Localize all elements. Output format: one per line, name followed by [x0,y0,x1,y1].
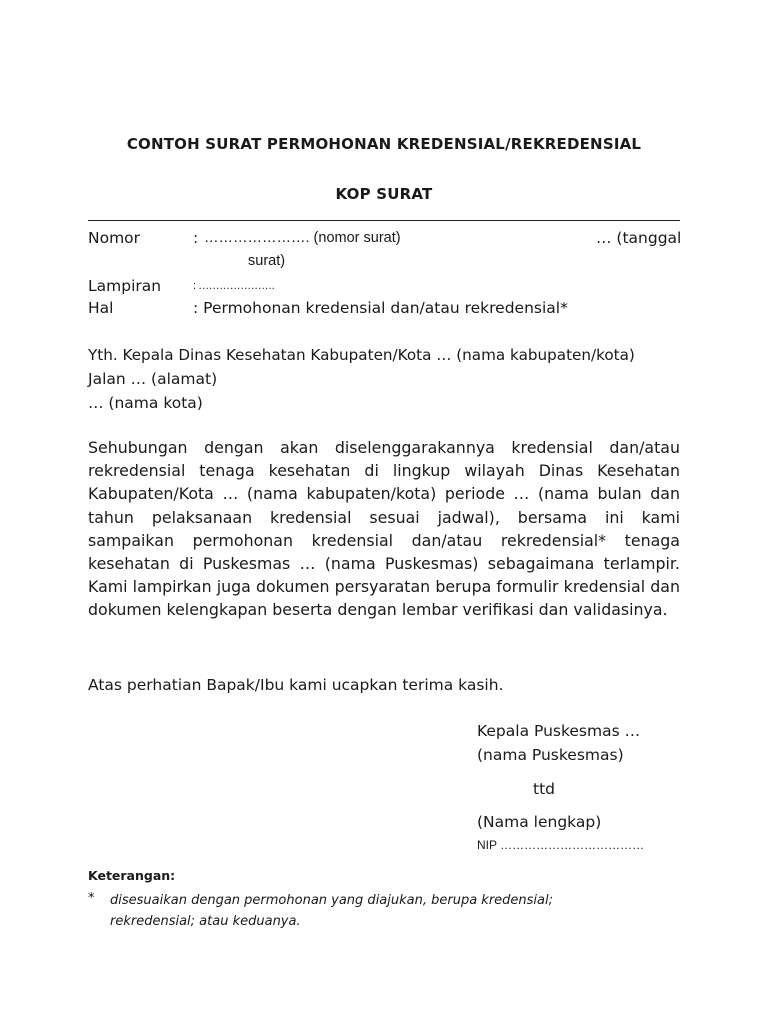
signature-ttd: ttd [533,780,555,798]
nomor-colon: : [193,229,199,247]
note-text: disesuaikan dengan permohonan yang diajukan, berupa kredensial; rekredensial; atau keduanya. [110,893,554,929]
signature-name: (Nama lengkap) [477,813,602,831]
hal-label: Hal [88,299,114,317]
note-heading: Keterangan: [88,868,176,883]
signature-title: Kepala Puskesmas … [477,722,641,740]
kop-surat-heading: KOP SURAT [335,185,433,203]
recipient-line-2: Jalan … (alamat) [88,370,218,388]
signature-puskesmas: (nama Puskesmas) [477,746,624,764]
tanggal-label-cont: surat) [248,253,286,269]
signature-nip: NIP ……………………………… [477,838,645,852]
lampiran-value: : …………………. [193,280,275,292]
closing-sentence: Atas perhatian Bapak/Ibu kami ucapkan terima kasih. [88,676,504,694]
recipient-line-3: … (nama kota) [88,394,203,412]
document-title: CONTOH SURAT PERMOHONAN KREDENSIAL/REKREDENSIAL [126,135,642,153]
hal-value: : Permohonan kredensial dan/atau rekredensial* [193,299,568,317]
nomor-value: …………………. (nomor surat) [204,230,401,246]
body-paragraph: Sehubungan dengan akan diselenggarakannya kredensial dan/atau rekredensial tenaga kesehatan di lingkup wilayah Dinas Kesehatan Kabupaten/Kota … (nama kabupaten/kota) periode … (nama bulan dan tahun pelaksanaan kredensial sesuai jadwal), bersama ini kami sampaikan permohonan kredensial dan/atau rekredensial* tenaga kesehatan di Puskesmas … (nama Puskesmas) sebagaimana terlampir. Kami lampirkan juga dokumen persyaratan berupa formulir kredensial dan dokumen kelengkapan beserta dengan lembar verifikasi dan validasinya. [88,438,680,620]
lampiran-label: Lampiran [88,277,162,295]
tanggal-label: … (tanggal [596,229,682,247]
recipient-line-1: Yth. Kepala Dinas Kesehatan Kabupaten/Kota … (nama kabupaten/kota) [88,346,635,364]
header-divider [88,220,680,221]
nomor-label: Nomor [88,229,141,247]
note-asterisk: * [88,891,95,906]
